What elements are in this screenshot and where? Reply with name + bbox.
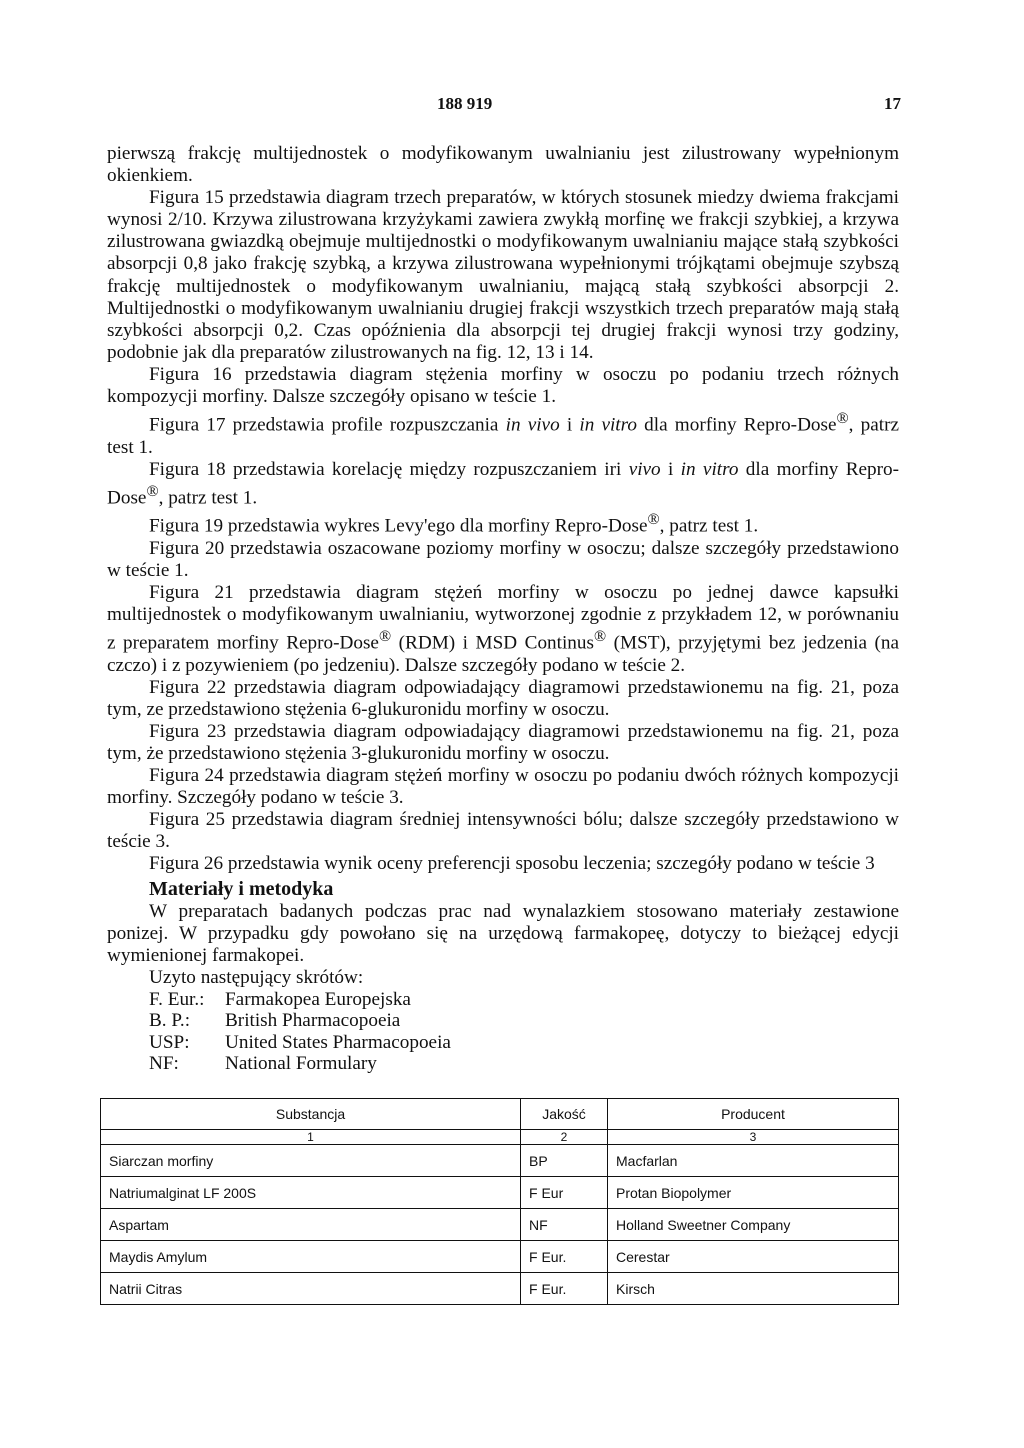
abbreviation-key: USP: — [149, 1031, 190, 1053]
section-heading: Materiały i metodyka — [149, 877, 334, 900]
table-cell: NF — [521, 1209, 608, 1241]
table-cell: Cerestar — [608, 1241, 899, 1273]
abbreviation-value: Farmakopea Europejska — [225, 988, 411, 1010]
table-body — [101, 1145, 899, 1305]
paragraph: Figura 22 przedstawia diagram odpowiadający diagramowi przedstawionemu na fig. 21, poza tym, ze przedstawiono stężenia 6-glukuronidu morfiny w osoczu. — [107, 676, 899, 720]
table-row — [101, 1177, 899, 1209]
table-cell: F Eur. — [521, 1241, 608, 1273]
header-cell-quality: Jakość — [521, 1099, 608, 1130]
table-cell: F Eur — [521, 1177, 608, 1209]
abbreviation-item — [149, 989, 899, 1011]
paragraph: Figura 18 przedstawia korelację między rozpuszczaniem iri vivo i in vitro dla morfiny Repro-Dose®, patrz test 1. — [107, 458, 900, 509]
column-number: 1 — [101, 1130, 521, 1145]
abbreviation-list — [149, 989, 899, 1075]
paragraph: Figura 23 przedstawia diagram odpowiadający diagramowi przedstawionemu na fig. 21, poza tym, że przedstawiono stężenia 3-glukuronidu morfiny w osoczu. — [107, 720, 899, 764]
abbreviation-item — [149, 1053, 899, 1075]
abbreviation-key: B. P.: — [149, 1010, 191, 1032]
abbreviation-value: British Pharmacopoeia — [225, 1010, 401, 1032]
table-cell: Holland Sweetner Company — [608, 1209, 899, 1241]
page-number: 17 — [884, 94, 901, 113]
abbreviation-key: NF: — [149, 1053, 179, 1075]
header-cell-substance: Substancja — [101, 1099, 521, 1130]
section-paragraph: W preparatach badanych podczas prac nad wynalazkiem stosowano materiały zestawione ponizej. W przypadku gdy powołano się na urzędową farmakopeę, dotyczy to bieżącej edycji wymienionej farmakopei. — [107, 900, 899, 966]
paragraph: Figura 17 przedstawia profile rozpuszczania in vivo i in vitro dla morfiny Repro-Dose®, patrz test 1. — [107, 410, 899, 458]
paragraph: Figura 21 przedstawia diagram stężeń morfiny w osoczu po jednej dawce kapsułki multijednostek o modyfikowanym uwalnianiu, wytworzonej zgodnie z przykładem 12, w porównaniu z preparatem morfiny Repro-Dose® (RDM) i MSD Continus® (MST), przyjętymi bez jedzenia (na czczo) i z pozywieniem (po jedzeniu). Dalsze szczegóły podano w teście 2. — [107, 581, 899, 676]
table-cell: Protan Biopolymer — [608, 1177, 899, 1209]
table-cell: Maydis Amylum — [101, 1241, 521, 1273]
abbreviation-value: United States Pharmacopoeia — [225, 1031, 451, 1053]
paragraph: Figura 16 przedstawia diagram stężenia morfiny w osoczu po podaniu trzech różnych kompozycji morfiny. Dalsze szczegóły opisano w teście 1. — [107, 363, 899, 408]
table-cell: F Eur. — [521, 1273, 608, 1305]
paragraph: Figura 24 przedstawia diagram stężeń morfiny w osoczu po podaniu dwóch różnych kompozycji morfiny. Szczegóły podano w teście 3. — [107, 765, 899, 809]
table-header-row — [101, 1099, 899, 1130]
paragraph: Figura 25 przedstawia diagram średniej intensywności bólu; dalsze szczegóły przedstawiono w teście 3. — [107, 809, 899, 853]
body-text — [107, 143, 899, 1075]
table-cell: Siarczan morfiny — [101, 1145, 521, 1177]
table-row — [101, 1209, 899, 1241]
table-cell: Natriumalginat LF 200S — [101, 1177, 521, 1209]
column-number-row — [101, 1130, 899, 1145]
table-cell: Kirsch — [608, 1273, 899, 1305]
abbreviation-value: National Formulary — [225, 1053, 377, 1075]
page-header — [107, 94, 915, 118]
abbreviation-item — [149, 1010, 899, 1032]
paragraph: Figura 15 przedstawia diagram trzech preparatów, w których stosunek miedzy dwiema frakcjami wynosi 2/10. Krzywa zilustrowana krzyżykami zawiera zwykłą morfinę we frakcji szybkiej, a krzywa zilustrowana gwiazdką obejmuje multijednostki o modyfikowanym uwalnianiu mające stałą szybkości absorpcji 0,8 jako frakcję szybką, a krzywa zilustrowana wypełnionymi trójkątami obejmuje szybszą frakcję multijednostek o modyfikowanym uwalnianiu, mającą stałą szybkości absorpcji 2. Multijednostki o modyfikowanym uwalnianiu drugiej frakcji wszystkich trzech preparatów mają stałą szybkości absorpcji 0,2. Czas opóźnienia dla absorpcji tej drugiej frakcji wynosi trzy godziny, podobnie jak dla preparatów zilustrowanych na fig. 12, 13 i 14. — [107, 187, 899, 363]
paragraph: pierwszą frakcję multijednostek o modyfikowanym uwalnianiu jest zilustrowany wypełnionym okienkiem. — [107, 143, 899, 187]
table-cell: Aspartam — [101, 1209, 521, 1241]
paragraph: Figura 19 przedstawia wykres Levy'ego dla morfiny Repro-Dose®, patrz test 1. — [149, 511, 759, 537]
abbreviation-key: F. Eur.: — [149, 988, 205, 1010]
figure-descriptions — [107, 143, 899, 876]
column-number: 3 — [608, 1130, 899, 1145]
materials-table — [100, 1098, 899, 1305]
header-cell-producer: Producent — [608, 1099, 899, 1130]
abbreviation-item — [149, 1032, 899, 1054]
table-cell: Macfarlan — [608, 1145, 899, 1177]
table-cell: BP — [521, 1145, 608, 1177]
paragraph: Figura 20 przedstawia oszacowane poziomy morfiny w osoczu; dalsze szczegóły przedstawiono w teście 1. — [107, 537, 899, 581]
document-number: 188 919 — [437, 94, 493, 113]
column-number: 2 — [521, 1130, 608, 1145]
table-cell: Natrii Citras — [101, 1273, 521, 1305]
table-row — [101, 1273, 899, 1305]
section-paragraph: Uzyto następujący skrótów: — [149, 966, 364, 988]
paragraph: Figura 26 przedstawia wynik oceny preferencji sposobu leczenia; szczegóły podano w teście 3 — [149, 853, 875, 875]
table-row — [101, 1241, 899, 1273]
table-row — [101, 1145, 899, 1177]
